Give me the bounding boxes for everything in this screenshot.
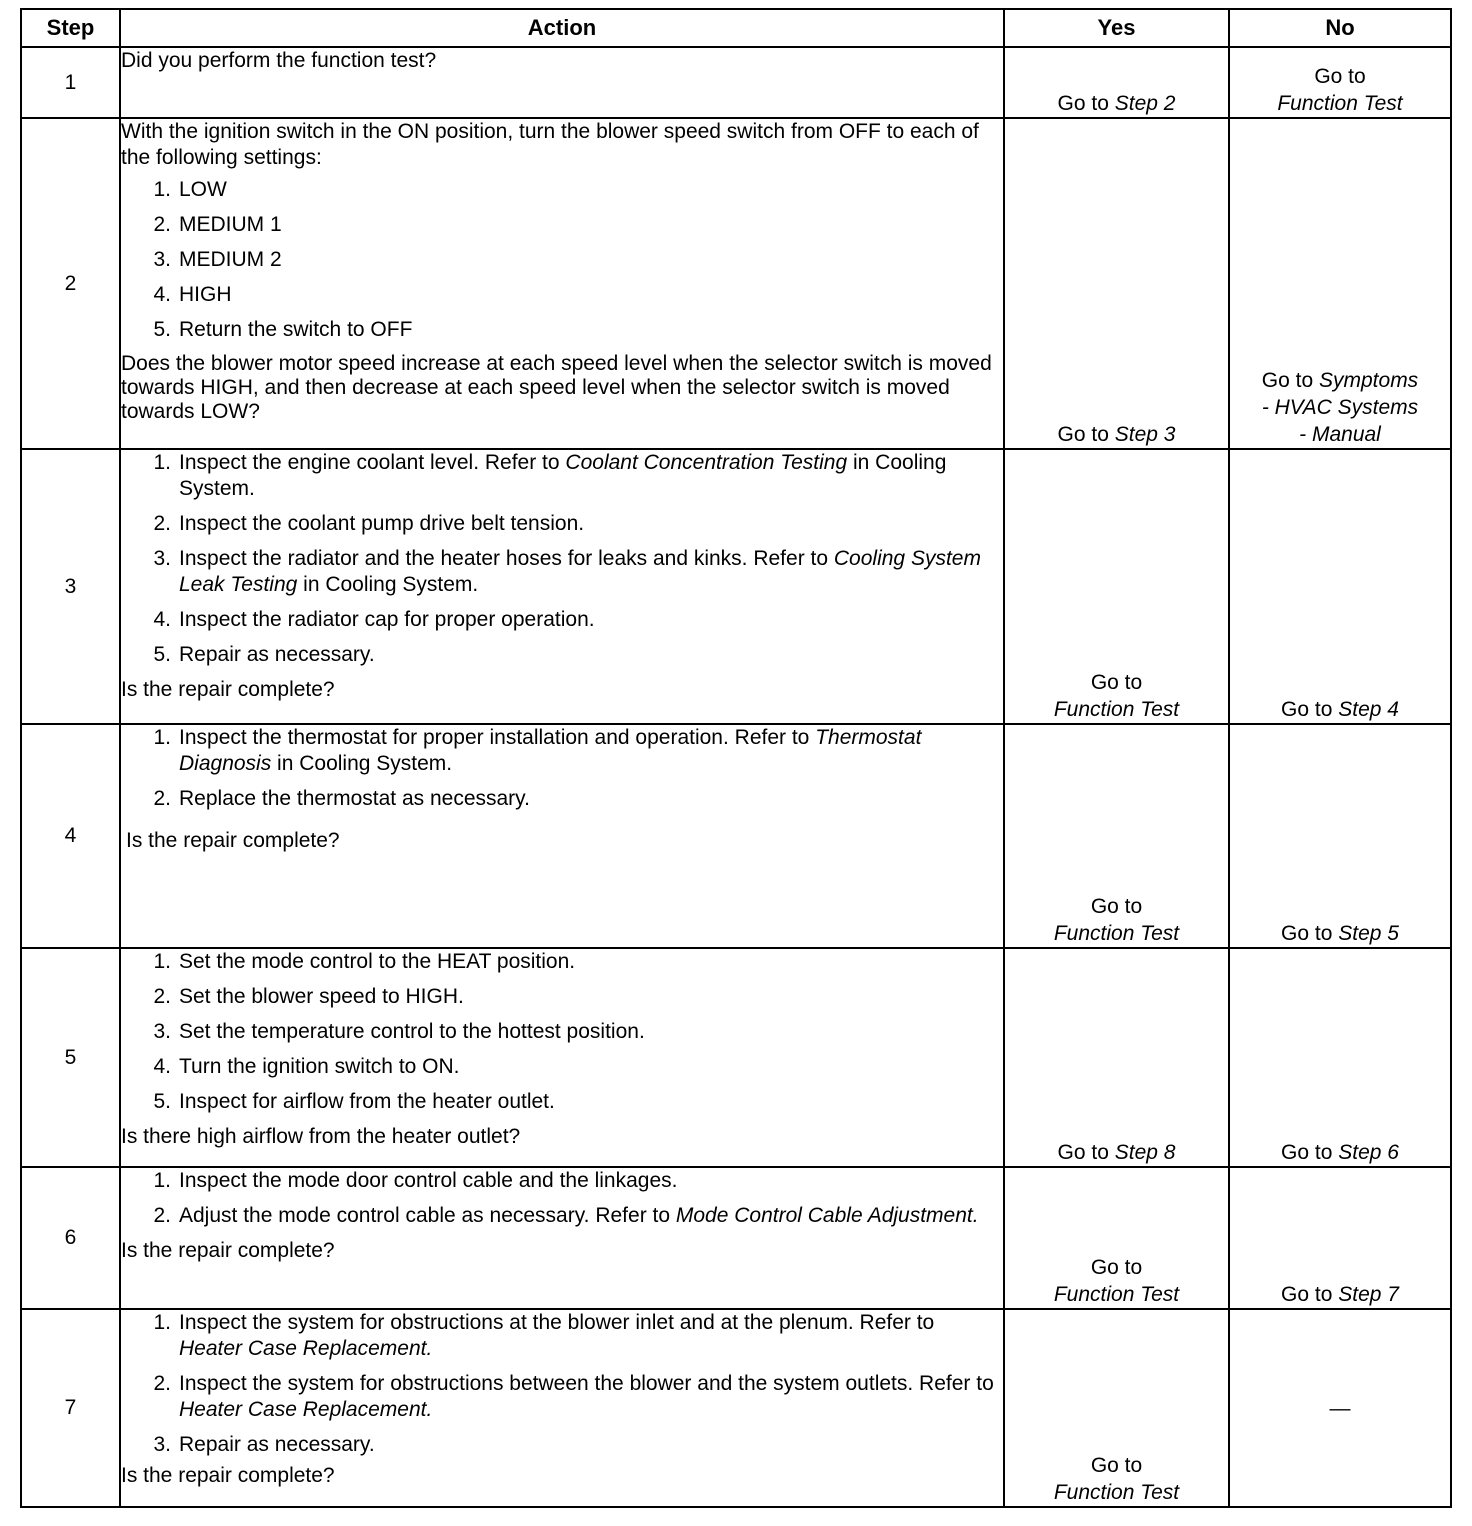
step-number: 7 [21, 1309, 120, 1507]
step-link[interactable]: Step 5 [1338, 922, 1399, 945]
table-row [21, 724, 1451, 948]
item-text: Replace the thermostat as necessary. [179, 787, 530, 810]
list-item [121, 1371, 1003, 1423]
item-number: 1. [153, 451, 171, 474]
item-text: MEDIUM 2 [179, 248, 282, 271]
reference-link[interactable]: Heater Case Replacement. [179, 1337, 433, 1360]
item-number: 5. [153, 643, 171, 666]
step-number: 1 [21, 47, 120, 118]
item-number: 3. [153, 248, 171, 271]
step-link[interactable]: Step 8 [1114, 1141, 1176, 1164]
goto-label: Go to [1314, 65, 1366, 88]
question-text: Is there high airflow from the heater outlet? [121, 1125, 521, 1148]
function-test-link[interactable]: Function Test [1053, 1283, 1180, 1306]
yes-cell [1004, 449, 1229, 724]
item-suffix: in Cooling System. [179, 451, 947, 500]
item-text: Return the switch to OFF [179, 318, 413, 341]
action-list [121, 949, 1003, 1115]
list-item [121, 212, 1003, 238]
item-number: 1. [153, 1311, 171, 1334]
list-item [121, 949, 1003, 975]
header-yes: Yes [1004, 9, 1229, 47]
list-item [121, 786, 1003, 812]
list-item [121, 1054, 1003, 1080]
action-cell [120, 948, 1004, 1167]
question-text: Does the blower motor speed increase at each speed level when the selector switch is moved towards HIGH, and then decrease at each speed level when the selector switch is moved towards LOW? [121, 352, 992, 423]
header-step: Step [21, 9, 120, 47]
item-number: 2. [153, 213, 171, 236]
list-item [121, 247, 1003, 273]
item-number: 1. [153, 726, 171, 749]
item-text: Inspect the system for obstructions at the blower inlet and at the plenum. Refer to [179, 1311, 935, 1334]
item-number: 1. [153, 950, 171, 973]
question-text: Did you perform the function test? [121, 49, 437, 72]
reference-link[interactable]: Cooling System Leak Testing [179, 547, 981, 596]
no-cell [1229, 118, 1451, 449]
no-cell [1229, 948, 1451, 1167]
reference-link[interactable]: Heater Case Replacement. [179, 1398, 433, 1421]
question-text: Is the repair complete? [121, 1239, 335, 1262]
list-item [121, 1203, 1003, 1229]
step-number: 5 [21, 948, 120, 1167]
question-text: Is the repair complete? [121, 678, 335, 701]
item-text: LOW [179, 178, 227, 201]
table-row [21, 449, 1451, 724]
action-list [121, 450, 1003, 668]
item-text: HIGH [179, 283, 232, 306]
step-link[interactable]: Step 4 [1338, 698, 1399, 721]
reference-link[interactable]: Thermostat Diagnosis [179, 726, 922, 775]
function-test-link[interactable]: Function Test [1277, 92, 1403, 115]
item-text: Inspect for airflow from the heater outlet. [179, 1090, 555, 1113]
list-item [121, 450, 1003, 502]
item-number: 5. [153, 318, 171, 341]
no-cell [1229, 449, 1451, 724]
action-list [121, 725, 1003, 812]
table-row [21, 47, 1451, 118]
goto-label: Go to [1090, 1454, 1143, 1477]
list-item [121, 1089, 1003, 1115]
item-text: Inspect the coolant pump drive belt tension. [179, 512, 585, 535]
list-item [121, 1310, 1003, 1362]
function-test-link[interactable]: Function Test [1053, 1481, 1180, 1504]
item-number: 3. [153, 1433, 171, 1456]
header-action: Action [120, 9, 1004, 47]
list-item [121, 725, 1003, 777]
item-number: 2. [153, 1372, 171, 1395]
dash-mark: — [1329, 1396, 1351, 1420]
item-text: Repair as necessary. [179, 1433, 375, 1456]
reference-link[interactable]: Mode Control Cable Adjustment. [675, 1204, 979, 1227]
question-text: Is the repair complete? [121, 1464, 335, 1487]
no-cell [1229, 1309, 1451, 1507]
item-number: 2. [153, 1204, 171, 1227]
yes-cell [1004, 724, 1229, 948]
item-number: 5. [153, 1090, 171, 1113]
reference-link[interactable]: Coolant Concentration Testing [565, 451, 848, 474]
action-cell [120, 449, 1004, 724]
item-number: 4. [153, 1055, 171, 1078]
list-item [121, 546, 1003, 598]
action-cell [120, 47, 1004, 118]
list-item [121, 177, 1003, 203]
yes-cell [1004, 948, 1229, 1167]
action-cell [120, 118, 1004, 449]
action-list [121, 177, 1003, 343]
yes-cell [1004, 1167, 1229, 1309]
list-item [121, 1432, 1003, 1458]
step-link[interactable]: Step 7 [1338, 1283, 1399, 1306]
list-item [121, 511, 1003, 537]
list-item [121, 317, 1003, 343]
step-number: 3 [21, 449, 120, 724]
item-number: 3. [153, 1020, 171, 1043]
list-item [121, 607, 1003, 633]
no-cell [1229, 724, 1451, 948]
yes-cell [1004, 118, 1229, 449]
list-item [121, 1168, 1003, 1194]
yes-cell [1004, 47, 1229, 118]
item-number: 2. [153, 787, 171, 810]
goto-label: Go to [1281, 698, 1339, 721]
goto-label: Go to [1090, 895, 1143, 918]
action-list [121, 1168, 1003, 1229]
item-text: Inspect the thermostat for proper installation and operation. Refer to [179, 726, 816, 749]
symptoms-link-line3[interactable]: - Manual [1299, 423, 1381, 446]
function-test-link[interactable]: Function Test [1053, 698, 1180, 721]
diagnostic-table [20, 8, 1452, 1508]
step-link[interactable]: Step 6 [1338, 1141, 1399, 1164]
goto-label: Go to [1090, 1256, 1143, 1279]
item-number: 4. [153, 283, 171, 306]
goto-label: Go to [1261, 369, 1319, 392]
item-text: Repair as necessary. [179, 643, 375, 666]
header-row [21, 9, 1451, 47]
table-row [21, 1309, 1451, 1507]
symptoms-link-line2[interactable]: - HVAC Systems [1261, 396, 1419, 419]
item-text: Adjust the mode control cable as necessary. Refer to [179, 1204, 676, 1227]
item-text: Turn the ignition switch to ON. [179, 1055, 460, 1078]
goto-label: Go to [1090, 671, 1143, 694]
list-item [121, 282, 1003, 308]
action-cell [120, 724, 1004, 948]
item-text: Set the mode control to the HEAT position. [179, 950, 576, 973]
function-test-link[interactable]: Function Test [1053, 922, 1180, 945]
goto-label: Go to [1057, 423, 1115, 446]
item-number: 1. [153, 178, 171, 201]
step-link[interactable]: Step 2 [1114, 92, 1176, 115]
table-row [21, 948, 1451, 1167]
step-link[interactable]: Step 3 [1114, 423, 1176, 446]
goto-label: Go to [1057, 92, 1115, 115]
goto-label: Go to [1057, 1141, 1115, 1164]
step-number: 2 [21, 118, 120, 449]
item-text: Inspect the radiator and the heater hoses for leaks and kinks. Refer to [179, 547, 834, 570]
goto-label: Go to [1281, 1141, 1339, 1164]
action-cell [120, 1167, 1004, 1309]
symptoms-link[interactable]: Symptoms [1319, 369, 1419, 392]
table-row [21, 118, 1451, 449]
no-cell [1229, 1167, 1451, 1309]
list-item [121, 984, 1003, 1010]
header-no: No [1229, 9, 1451, 47]
yes-cell [1004, 1309, 1229, 1507]
table-row [21, 1167, 1451, 1309]
goto-label: Go to [1281, 922, 1339, 945]
item-text: Inspect the system for obstructions between the blower and the system outlets. Refer to [179, 1372, 994, 1395]
item-text: Set the temperature control to the hottest position. [179, 1020, 645, 1043]
item-number: 2. [153, 985, 171, 1008]
no-cell [1229, 47, 1451, 118]
item-number: 1. [153, 1169, 171, 1192]
item-number: 4. [153, 608, 171, 631]
item-text: MEDIUM 1 [179, 213, 282, 236]
item-suffix: in Cooling System. [297, 573, 479, 596]
step-number: 4 [21, 724, 120, 948]
item-number: 3. [153, 547, 171, 570]
list-item [121, 642, 1003, 668]
goto-label: Go to [1281, 1283, 1339, 1306]
action-list [121, 1310, 1003, 1458]
list-item [121, 1019, 1003, 1045]
item-suffix: in Cooling System. [271, 752, 453, 775]
question-text: Is the repair complete? [126, 829, 340, 852]
item-text: Inspect the engine coolant level. Refer to [179, 451, 566, 474]
action-cell [120, 1309, 1004, 1507]
item-text: Inspect the radiator cap for proper operation. [179, 608, 595, 631]
step-number: 6 [21, 1167, 120, 1309]
item-number: 2. [153, 512, 171, 535]
intro-text: With the ignition switch in the ON position, turn the blower speed switch from OFF to each of the following settings: [121, 120, 979, 169]
item-text: Set the blower speed to HIGH. [179, 985, 464, 1008]
item-text: Inspect the mode door control cable and the linkages. [179, 1169, 678, 1192]
